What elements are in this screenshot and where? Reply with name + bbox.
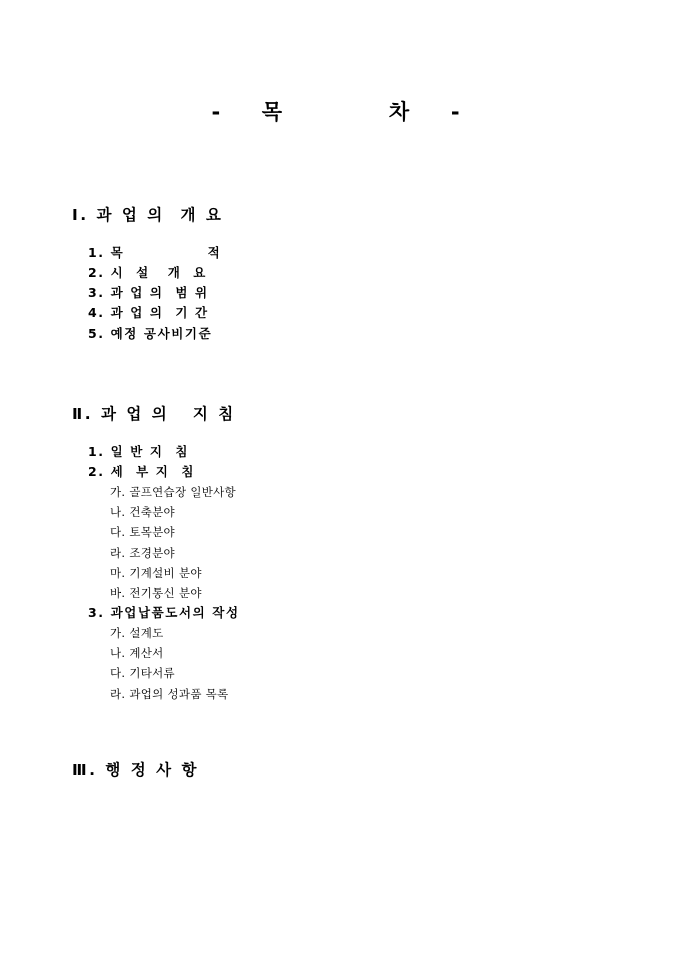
toc-entry: 2. 세 부 지 침 [88, 463, 196, 479]
toc-subentry: 가. 골프연습장 일반사항 [110, 485, 236, 500]
chapter-heading: Ⅰ. 과 업 의 개 요 [72, 206, 224, 224]
toc-subentry: 라. 조경분야 [110, 545, 175, 560]
toc-entry: 4. 과 업 의 기 간 [88, 305, 209, 321]
toc-subentry: 나. 건축분야 [110, 505, 175, 520]
toc-subentry: 바. 전기통신 분야 [110, 585, 202, 600]
toc-entry: 2. 시 설 개 요 [88, 264, 207, 280]
toc-subentry: 다. 토목분야 [110, 525, 175, 540]
toc-chapter-2 [0, 404, 680, 704]
spacer [0, 344, 680, 404]
chapter-2-items [0, 442, 680, 704]
toc-entry: 1. 일 반 지 침 [88, 443, 190, 459]
spacer [0, 704, 680, 760]
chapter-heading: Ⅲ. 행 정 사 항 [72, 760, 200, 779]
table-of-contents [0, 205, 680, 781]
toc-subentry: 라. 과업의 성과품 목록 [110, 686, 229, 701]
toc-entry: 3. 과 업 의 범 위 [88, 285, 209, 301]
toc-subentry: 가. 설계도 [110, 626, 164, 641]
toc-subentry: 다. 기타서류 [110, 666, 175, 681]
chapter-1-items [0, 243, 680, 344]
toc-chapter-1 [0, 205, 680, 344]
chapter-heading: Ⅱ. 과 업 의 지 침 [72, 404, 236, 423]
toc-subentry: 나. 계산서 [110, 646, 164, 661]
toc-entry: 1. 목 적 [88, 244, 222, 260]
toc-subentry: 마. 기계설비 분야 [110, 565, 202, 580]
toc-entry: 5. 예정 공사비기준 [88, 325, 213, 341]
page-title: - 목 차 - [211, 100, 469, 124]
toc-chapter-3 [0, 760, 680, 782]
toc-entry: 3. 과업납품도서의 작성 [88, 604, 240, 620]
